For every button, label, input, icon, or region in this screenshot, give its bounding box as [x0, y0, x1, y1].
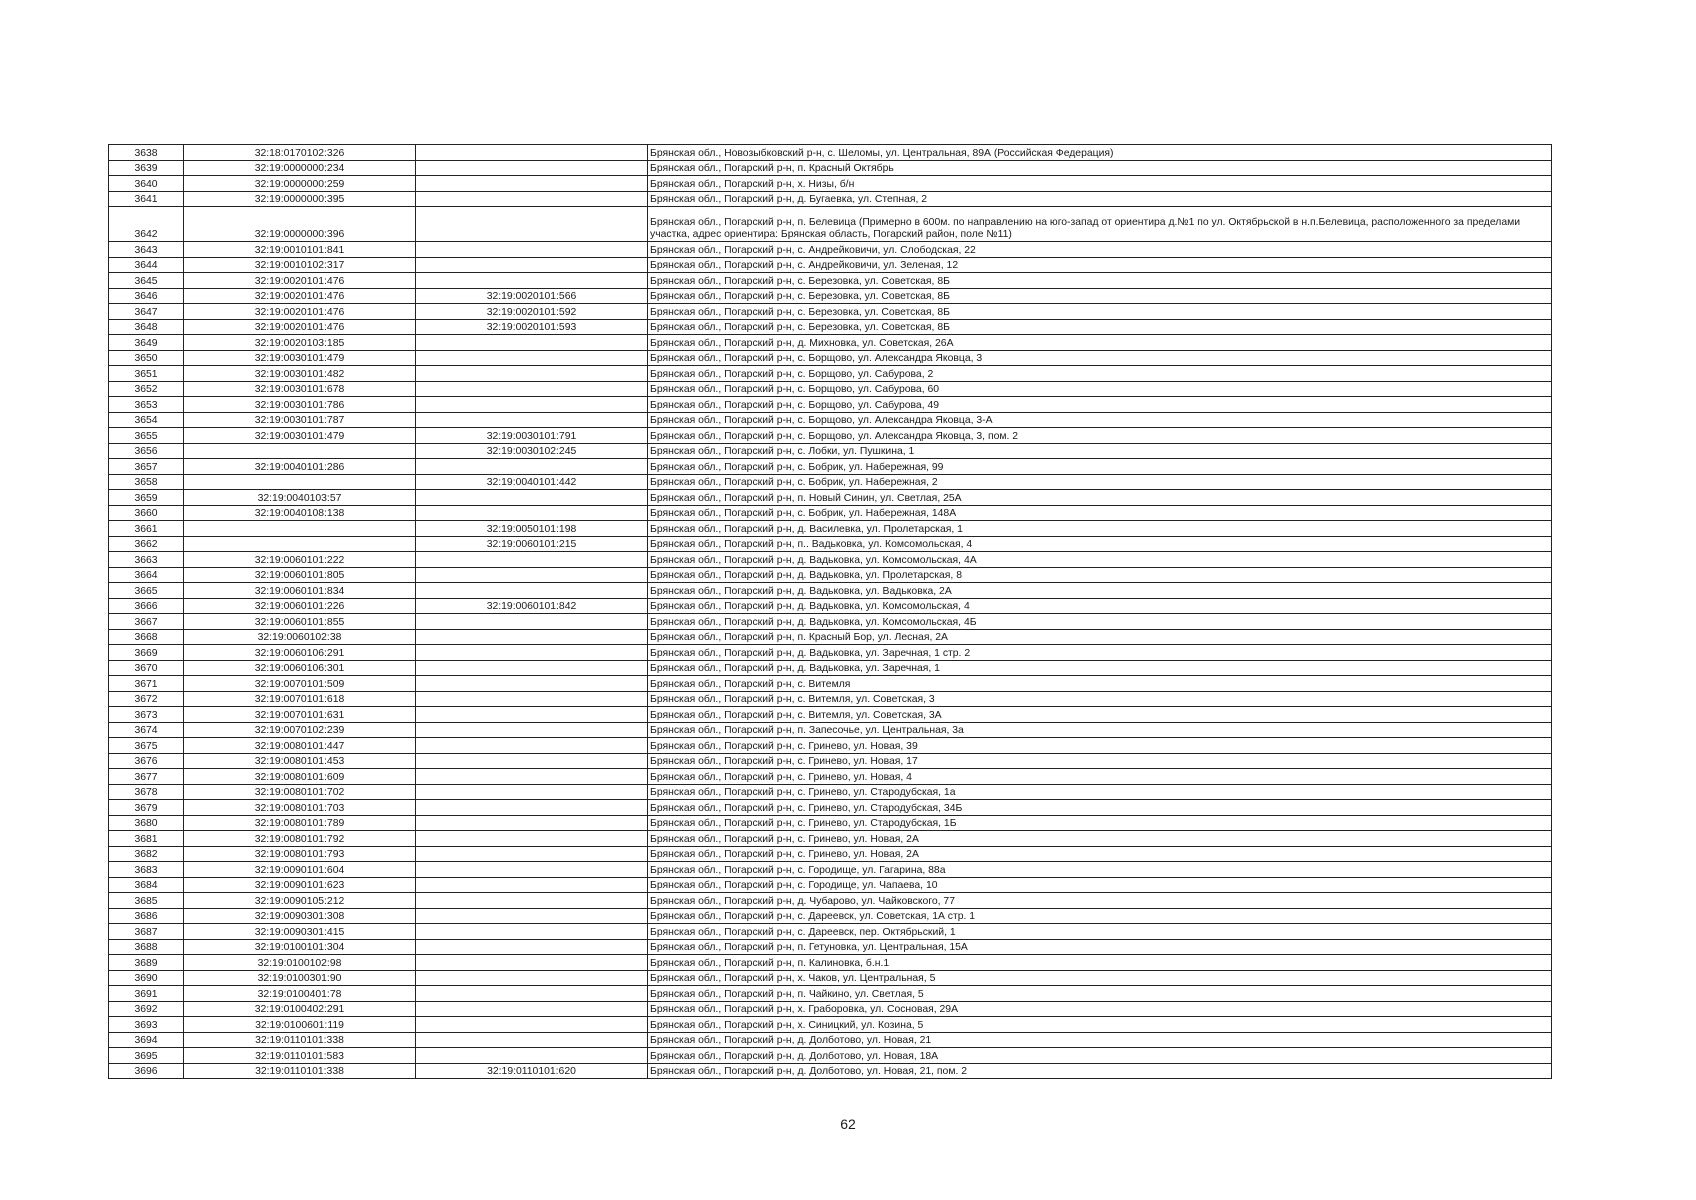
table-row [109, 567, 1552, 583]
page-number: 62 [840, 1116, 856, 1132]
row-number-cell: 3669 [109, 645, 184, 661]
table-row [109, 939, 1552, 955]
row-number-cell: 3680 [109, 815, 184, 831]
row-number-cell: 3667 [109, 614, 184, 630]
row-number-cell: 3656 [109, 443, 184, 459]
address-cell: Брянская обл., Погарский р-н, д. Василевка, ул. Пролетарская, 1 [648, 521, 1552, 537]
premises-cadastral-number-cell [416, 986, 648, 1002]
cadastral-number-cell: 32:19:0070101:618 [184, 691, 416, 707]
premises-cadastral-number-cell [416, 614, 648, 630]
cadastral-number-cell: 32:19:0100401:78 [184, 986, 416, 1002]
premises-cadastral-number-cell [416, 846, 648, 862]
premises-cadastral-number-cell [416, 350, 648, 366]
table-row [109, 552, 1552, 568]
row-number-cell: 3639 [109, 160, 184, 176]
cadastral-number-cell: 32:19:0020101:476 [184, 319, 416, 335]
table-row [109, 521, 1552, 537]
cadastral-number-cell: 32:19:0010101:841 [184, 242, 416, 258]
cadastral-number-cell: 32:19:0010102:317 [184, 257, 416, 273]
address-cell: Брянская обл., Погарский р-н, п. Гетуновка, ул. Центральная, 15А [648, 939, 1552, 955]
table-row [109, 428, 1552, 444]
cadastral-number-cell: 32:19:0030101:678 [184, 381, 416, 397]
premises-cadastral-number-cell [416, 831, 648, 847]
table-row [109, 288, 1552, 304]
premises-cadastral-number-cell [416, 207, 648, 242]
address-cell: Брянская обл., Погарский р-н, д. Вадьковка, ул. Комсомольская, 4А [648, 552, 1552, 568]
row-number-cell: 3638 [109, 145, 184, 161]
address-cell: Брянская обл., Погарский р-н, с. Андрейковичи, ул. Слободская, 22 [648, 242, 1552, 258]
row-number-cell: 3643 [109, 242, 184, 258]
row-number-cell: 3675 [109, 738, 184, 754]
address-cell: Брянская обл., Погарский р-н, с. Борщово, ул. Сабурова, 2 [648, 366, 1552, 382]
address-cell: Брянская обл., Погарский р-н, п. Белевица (Примерно в 600м. по направлению на юго-запад от ориентира д.№1 по ул. Октябрьской в н.п.Белевица, расположенного за пределами участка, адрес ориентира: Брянская область, Погарский район, поле №11) [648, 207, 1552, 242]
cadastral-number-cell: 32:19:0100301:90 [184, 970, 416, 986]
table-row [109, 955, 1552, 971]
address-cell: Брянская обл., Погарский р-н, с. Гринево, ул. Новая, 2А [648, 831, 1552, 847]
cadastral-number-cell: 32:19:0080101:789 [184, 815, 416, 831]
table-row [109, 443, 1552, 459]
premises-cadastral-number-cell [416, 629, 648, 645]
table-row [109, 800, 1552, 816]
table-row [109, 505, 1552, 521]
address-cell: Брянская обл., Погарский р-н, п. Запесочье, ул. Центральная, 3а [648, 722, 1552, 738]
table-row [109, 753, 1552, 769]
address-cell: Брянская обл., Погарский р-н, с. Лобки, ул. Пушкина, 1 [648, 443, 1552, 459]
address-cell: Брянская обл., Погарский р-н, с. Березовка, ул. Советская, 8Б [648, 288, 1552, 304]
premises-cadastral-number-cell [416, 908, 648, 924]
row-number-cell: 3648 [109, 319, 184, 335]
cadastral-number-cell: 32:19:0020101:476 [184, 288, 416, 304]
cadastral-number-cell: 32:19:0110101:583 [184, 1048, 416, 1064]
row-number-cell: 3694 [109, 1032, 184, 1048]
table-row [109, 490, 1552, 506]
cadastral-number-cell: 32:19:0040108:138 [184, 505, 416, 521]
row-number-cell: 3658 [109, 474, 184, 490]
row-number-cell: 3686 [109, 908, 184, 924]
premises-cadastral-number-cell: 32:19:0060101:842 [416, 598, 648, 614]
premises-cadastral-number-cell [416, 1032, 648, 1048]
address-cell: Брянская обл., Погарский р-н, х. Низы, б/н [648, 176, 1552, 192]
table-row [109, 815, 1552, 831]
address-cell: Брянская обл., Погарский р-н, д. Чубарово, ул. Чайковского, 77 [648, 893, 1552, 909]
row-number-cell: 3646 [109, 288, 184, 304]
row-number-cell: 3642 [109, 207, 184, 242]
row-number-cell: 3685 [109, 893, 184, 909]
row-number-cell: 3670 [109, 660, 184, 676]
row-number-cell: 3664 [109, 567, 184, 583]
premises-cadastral-number-cell [416, 257, 648, 273]
premises-cadastral-number-cell: 32:19:0030101:791 [416, 428, 648, 444]
row-number-cell: 3696 [109, 1063, 184, 1079]
row-number-cell: 3676 [109, 753, 184, 769]
premises-cadastral-number-cell [416, 676, 648, 692]
premises-cadastral-number-cell: 32:19:0050101:198 [416, 521, 648, 537]
row-number-cell: 3678 [109, 784, 184, 800]
address-cell: Брянская обл., Погарский р-н, с. Дареевск, пер. Октябрьский, 1 [648, 924, 1552, 940]
premises-cadastral-number-cell [416, 955, 648, 971]
premises-cadastral-number-cell: 32:19:0030102:245 [416, 443, 648, 459]
row-number-cell: 3677 [109, 769, 184, 785]
table-row [109, 598, 1552, 614]
table-row [109, 908, 1552, 924]
row-number-cell: 3681 [109, 831, 184, 847]
cadastral-number-cell [184, 474, 416, 490]
row-number-cell: 3684 [109, 877, 184, 893]
cadastral-number-cell: 32:19:0020101:476 [184, 304, 416, 320]
cadastral-number-cell: 32:19:0090105:212 [184, 893, 416, 909]
row-number-cell: 3668 [109, 629, 184, 645]
cadastral-number-cell: 32:19:0070101:509 [184, 676, 416, 692]
premises-cadastral-number-cell: 32:19:0110101:620 [416, 1063, 648, 1079]
registry-sheet [108, 144, 1552, 1079]
address-cell: Брянская обл., Погарский р-н, д. Вадьковка, ул. Заречная, 1 [648, 660, 1552, 676]
address-cell: Брянская обл., Погарский р-н, с. Гринево, ул. Новая, 2А [648, 846, 1552, 862]
premises-cadastral-number-cell [416, 552, 648, 568]
address-cell: Брянская обл., Погарский р-н, с. Березовка, ул. Советская, 8Б [648, 304, 1552, 320]
address-cell: Брянская обл., Погарский р-н, с. Бобрик, ул. Набережная, 99 [648, 459, 1552, 475]
address-cell: Брянская обл., Погарский р-н, с. Андрейковичи, ул. Зеленая, 12 [648, 257, 1552, 273]
row-number-cell: 3671 [109, 676, 184, 692]
premises-cadastral-number-cell [416, 893, 648, 909]
table-row [109, 1048, 1552, 1064]
premises-cadastral-number-cell [416, 397, 648, 413]
premises-cadastral-number-cell [416, 939, 648, 955]
cadastral-number-cell: 32:19:0110101:338 [184, 1063, 416, 1079]
cadastral-number-cell [184, 536, 416, 552]
premises-cadastral-number-cell [416, 242, 648, 258]
address-cell: Брянская обл., Погарский р-н, с. Бобрик, ул. Набережная, 148А [648, 505, 1552, 521]
row-number-cell: 3688 [109, 939, 184, 955]
cadastral-number-cell: 32:19:0000000:396 [184, 207, 416, 242]
table-row [109, 397, 1552, 413]
table-row [109, 1032, 1552, 1048]
cadastral-number-cell: 32:19:0060101:855 [184, 614, 416, 630]
cadastral-number-cell: 32:19:0030101:482 [184, 366, 416, 382]
table-row [109, 660, 1552, 676]
table-row [109, 970, 1552, 986]
cadastral-number-cell: 32:19:0100601:119 [184, 1017, 416, 1033]
table-row [109, 924, 1552, 940]
table-row [109, 831, 1552, 847]
row-number-cell: 3641 [109, 191, 184, 207]
address-cell: Брянская обл., Погарский р-н, с. Дареевск, ул. Советская, 1А стр. 1 [648, 908, 1552, 924]
cadastral-number-cell: 32:19:0000000:259 [184, 176, 416, 192]
row-number-cell: 3661 [109, 521, 184, 537]
table-row [109, 846, 1552, 862]
address-cell: Брянская обл., Погарский р-н, с. Борщово, ул. Александра Яковца, 3 [648, 350, 1552, 366]
premises-cadastral-number-cell [416, 366, 648, 382]
row-number-cell: 3650 [109, 350, 184, 366]
cadastral-number-cell: 32:19:0020103:185 [184, 335, 416, 351]
table-row [109, 986, 1552, 1002]
table-row [109, 304, 1552, 320]
table-row [109, 1063, 1552, 1079]
premises-cadastral-number-cell [416, 335, 648, 351]
cadastral-number-cell: 32:19:0060102:38 [184, 629, 416, 645]
address-cell: Брянская обл., Погарский р-н, п. Новый Синин, ул. Светлая, 25А [648, 490, 1552, 506]
premises-cadastral-number-cell [416, 273, 648, 289]
row-number-cell: 3690 [109, 970, 184, 986]
cadastral-number-cell [184, 443, 416, 459]
registry-table [108, 144, 1552, 1079]
address-cell: Брянская обл., Погарский р-н, с. Городище, ул. Гагарина, 88а [648, 862, 1552, 878]
address-cell: Брянская обл., Погарский р-н, д. Долботово, ул. Новая, 21, пом. 2 [648, 1063, 1552, 1079]
cadastral-number-cell: 32:19:0100402:291 [184, 1001, 416, 1017]
cadastral-number-cell: 32:19:0000000:395 [184, 191, 416, 207]
premises-cadastral-number-cell [416, 191, 648, 207]
table-row [109, 191, 1552, 207]
premises-cadastral-number-cell [416, 1017, 648, 1033]
cadastral-number-cell: 32:19:0060106:301 [184, 660, 416, 676]
address-cell: Брянская обл., Погарский р-н, с. Городище, ул. Чапаева, 10 [648, 877, 1552, 893]
registry-table-body [109, 145, 1552, 1079]
address-cell: Брянская обл., Погарский р-н, п. Красный Октябрь [648, 160, 1552, 176]
row-number-cell: 3672 [109, 691, 184, 707]
premises-cadastral-number-cell [416, 1048, 648, 1064]
address-cell: Брянская обл., Погарский р-н, с. Березовка, ул. Советская, 8Б [648, 319, 1552, 335]
row-number-cell: 3691 [109, 986, 184, 1002]
premises-cadastral-number-cell: 32:19:0020101:566 [416, 288, 648, 304]
cadastral-number-cell: 32:19:0090101:604 [184, 862, 416, 878]
address-cell: Брянская обл., Погарский р-н, с. Березовка, ул. Советская, 8Б [648, 273, 1552, 289]
premises-cadastral-number-cell [416, 1001, 648, 1017]
address-cell: Брянская обл., Погарский р-н, с. Витемля, ул. Советская, 3А [648, 707, 1552, 723]
row-number-cell: 3653 [109, 397, 184, 413]
address-cell: Брянская обл., Погарский р-н, д. Вадьковка, ул. Комсомольская, 4 [648, 598, 1552, 614]
cadastral-number-cell: 32:19:0040101:286 [184, 459, 416, 475]
premises-cadastral-number-cell [416, 660, 648, 676]
row-number-cell: 3644 [109, 257, 184, 273]
address-cell: Брянская обл., Погарский р-н, п.. Вадьковка, ул. Комсомольская, 4 [648, 536, 1552, 552]
cadastral-number-cell: 32:19:0090301:308 [184, 908, 416, 924]
premises-cadastral-number-cell [416, 862, 648, 878]
premises-cadastral-number-cell: 32:19:0020101:592 [416, 304, 648, 320]
row-number-cell: 3666 [109, 598, 184, 614]
premises-cadastral-number-cell [416, 412, 648, 428]
table-row [109, 350, 1552, 366]
row-number-cell: 3693 [109, 1017, 184, 1033]
row-number-cell: 3665 [109, 583, 184, 599]
row-number-cell: 3682 [109, 846, 184, 862]
premises-cadastral-number-cell [416, 722, 648, 738]
address-cell: Брянская обл., Погарский р-н, с. Гринево, ул. Стародубская, 1а [648, 784, 1552, 800]
table-row [109, 459, 1552, 475]
row-number-cell: 3662 [109, 536, 184, 552]
table-row [109, 784, 1552, 800]
cadastral-number-cell: 32:19:0020101:476 [184, 273, 416, 289]
row-number-cell: 3652 [109, 381, 184, 397]
table-row [109, 273, 1552, 289]
premises-cadastral-number-cell [416, 691, 648, 707]
row-number-cell: 3673 [109, 707, 184, 723]
premises-cadastral-number-cell [416, 583, 648, 599]
address-cell: Брянская обл., Погарский р-н, д. Долботово, ул. Новая, 18А [648, 1048, 1552, 1064]
cadastral-number-cell: 32:19:0080101:793 [184, 846, 416, 862]
table-row [109, 319, 1552, 335]
cadastral-number-cell: 32:19:0060101:834 [184, 583, 416, 599]
table-row [109, 335, 1552, 351]
table-row [109, 207, 1552, 242]
table-row [109, 145, 1552, 161]
cadastral-number-cell: 32:19:0100101:304 [184, 939, 416, 955]
cadastral-number-cell: 32:19:0080101:453 [184, 753, 416, 769]
row-number-cell: 3654 [109, 412, 184, 428]
premises-cadastral-number-cell [416, 970, 648, 986]
premises-cadastral-number-cell [416, 381, 648, 397]
cadastral-number-cell: 32:19:0060106:291 [184, 645, 416, 661]
cadastral-number-cell: 32:19:0060101:226 [184, 598, 416, 614]
address-cell: Брянская обл., Погарский р-н, с. Борщово, ул. Сабурова, 49 [648, 397, 1552, 413]
premises-cadastral-number-cell [416, 459, 648, 475]
cadastral-number-cell [184, 521, 416, 537]
cadastral-number-cell: 32:19:0040103:57 [184, 490, 416, 506]
table-row [109, 707, 1552, 723]
table-row [109, 257, 1552, 273]
row-number-cell: 3683 [109, 862, 184, 878]
row-number-cell: 3645 [109, 273, 184, 289]
cadastral-number-cell: 32:19:0030101:787 [184, 412, 416, 428]
premises-cadastral-number-cell [416, 160, 648, 176]
address-cell: Брянская обл., Погарский р-н, с. Борщово, ул. Сабурова, 60 [648, 381, 1552, 397]
table-row [109, 536, 1552, 552]
cadastral-number-cell: 32:19:0080101:702 [184, 784, 416, 800]
cadastral-number-cell: 32:19:0060101:222 [184, 552, 416, 568]
table-row [109, 676, 1552, 692]
address-cell: Брянская обл., Погарский р-н, с. Борщово, ул. Александра Яковца, 3-А [648, 412, 1552, 428]
address-cell: Брянская обл., Погарский р-н, с. Гринево, ул. Стародубская, 1Б [648, 815, 1552, 831]
premises-cadastral-number-cell [416, 769, 648, 785]
row-number-cell: 3647 [109, 304, 184, 320]
address-cell: Брянская обл., Новозыбковский р-н, с. Шеломы, ул. Центральная, 89А (Российская Федерация) [648, 145, 1552, 161]
address-cell: Брянская обл., Погарский р-н, с. Витемля, ул. Советская, 3 [648, 691, 1552, 707]
cadastral-number-cell: 32:19:0090101:623 [184, 877, 416, 893]
row-number-cell: 3692 [109, 1001, 184, 1017]
cadastral-number-cell: 32:19:0100102:98 [184, 955, 416, 971]
premises-cadastral-number-cell [416, 877, 648, 893]
address-cell: Брянская обл., Погарский р-н, д. Вадьковка, ул. Вадьковка, 2А [648, 583, 1552, 599]
row-number-cell: 3649 [109, 335, 184, 351]
table-row [109, 738, 1552, 754]
premises-cadastral-number-cell [416, 490, 648, 506]
row-number-cell: 3660 [109, 505, 184, 521]
cadastral-number-cell: 32:19:0080101:609 [184, 769, 416, 785]
address-cell: Брянская обл., Погарский р-н, х. Граборовка, ул. Сосновая, 29А [648, 1001, 1552, 1017]
row-number-cell: 3695 [109, 1048, 184, 1064]
table-row [109, 862, 1552, 878]
row-number-cell: 3679 [109, 800, 184, 816]
table-row [109, 893, 1552, 909]
table-row [109, 629, 1552, 645]
cadastral-number-cell: 32:19:0060101:805 [184, 567, 416, 583]
cadastral-number-cell: 32:19:0070102:239 [184, 722, 416, 738]
premises-cadastral-number-cell: 32:19:0020101:593 [416, 319, 648, 335]
address-cell: Брянская обл., Погарский р-н, д. Вадьковка, ул. Пролетарская, 8 [648, 567, 1552, 583]
row-number-cell: 3651 [109, 366, 184, 382]
table-row [109, 474, 1552, 490]
row-number-cell: 3659 [109, 490, 184, 506]
premises-cadastral-number-cell [416, 753, 648, 769]
cadastral-number-cell: 32:19:0030101:479 [184, 350, 416, 366]
premises-cadastral-number-cell [416, 707, 648, 723]
cadastral-number-cell: 32:19:0080101:703 [184, 800, 416, 816]
row-number-cell: 3655 [109, 428, 184, 444]
table-row [109, 877, 1552, 893]
address-cell: Брянская обл., Погарский р-н, п. Калиновка, б.н.1 [648, 955, 1552, 971]
table-row [109, 1017, 1552, 1033]
row-number-cell: 3657 [109, 459, 184, 475]
address-cell: Брянская обл., Погарский р-н, д. Долботово, ул. Новая, 21 [648, 1032, 1552, 1048]
cadastral-number-cell: 32:19:0030101:479 [184, 428, 416, 444]
premises-cadastral-number-cell [416, 738, 648, 754]
premises-cadastral-number-cell [416, 567, 648, 583]
address-cell: Брянская обл., Погарский р-н, х. Синицкий, ул. Козина, 5 [648, 1017, 1552, 1033]
address-cell: Брянская обл., Погарский р-н, д. Михновка, ул. Советская, 26А [648, 335, 1552, 351]
address-cell: Брянская обл., Погарский р-н, с. Гринево, ул. Стародубская, 34Б [648, 800, 1552, 816]
address-cell: Брянская обл., Погарский р-н, с. Гринево, ул. Новая, 17 [648, 753, 1552, 769]
cadastral-number-cell: 32:18:0170102:326 [184, 145, 416, 161]
table-row [109, 583, 1552, 599]
row-number-cell: 3687 [109, 924, 184, 940]
table-row [109, 614, 1552, 630]
table-row [109, 412, 1552, 428]
address-cell: Брянская обл., Погарский р-н, п. Красный Бор, ул. Лесная, 2А [648, 629, 1552, 645]
row-number-cell: 3674 [109, 722, 184, 738]
premises-cadastral-number-cell [416, 505, 648, 521]
cadastral-number-cell: 32:19:0090301:415 [184, 924, 416, 940]
row-number-cell: 3640 [109, 176, 184, 192]
cadastral-number-cell: 32:19:0080101:447 [184, 738, 416, 754]
table-row [109, 1001, 1552, 1017]
table-row [109, 242, 1552, 258]
address-cell: Брянская обл., Погарский р-н, с. Витемля [648, 676, 1552, 692]
row-number-cell: 3689 [109, 955, 184, 971]
table-row [109, 722, 1552, 738]
cadastral-number-cell: 32:19:0080101:792 [184, 831, 416, 847]
premises-cadastral-number-cell [416, 815, 648, 831]
premises-cadastral-number-cell: 32:19:0060101:215 [416, 536, 648, 552]
address-cell: Брянская обл., Погарский р-н, п. Чайкино, ул. Светлая, 5 [648, 986, 1552, 1002]
cadastral-number-cell: 32:19:0030101:786 [184, 397, 416, 413]
premises-cadastral-number-cell [416, 176, 648, 192]
address-cell: Брянская обл., Погарский р-н, с. Борщово, ул. Александра Яковца, 3, пом. 2 [648, 428, 1552, 444]
premises-cadastral-number-cell [416, 645, 648, 661]
address-cell: Брянская обл., Погарский р-н, с. Гринево, ул. Новая, 39 [648, 738, 1552, 754]
premises-cadastral-number-cell [416, 145, 648, 161]
table-row [109, 381, 1552, 397]
address-cell: Брянская обл., Погарский р-н, с. Гринево, ул. Новая, 4 [648, 769, 1552, 785]
premises-cadastral-number-cell [416, 800, 648, 816]
premises-cadastral-number-cell [416, 924, 648, 940]
cadastral-number-cell: 32:19:0110101:338 [184, 1032, 416, 1048]
address-cell: Брянская обл., Погарский р-н, х. Чаков, ул. Центральная, 5 [648, 970, 1552, 986]
address-cell: Брянская обл., Погарский р-н, д. Вадьковка, ул. Комсомольская, 4Б [648, 614, 1552, 630]
table-row [109, 160, 1552, 176]
table-row [109, 645, 1552, 661]
table-row [109, 769, 1552, 785]
table-row [109, 366, 1552, 382]
address-cell: Брянская обл., Погарский р-н, д. Вадьковка, ул. Заречная, 1 стр. 2 [648, 645, 1552, 661]
table-row [109, 176, 1552, 192]
premises-cadastral-number-cell: 32:19:0040101:442 [416, 474, 648, 490]
address-cell: Брянская обл., Погарский р-н, д. Бугаевка, ул. Степная, 2 [648, 191, 1552, 207]
address-cell: Брянская обл., Погарский р-н, с. Бобрик, ул. Набережная, 2 [648, 474, 1552, 490]
table-row [109, 691, 1552, 707]
cadastral-number-cell: 32:19:0070101:631 [184, 707, 416, 723]
premises-cadastral-number-cell [416, 784, 648, 800]
row-number-cell: 3663 [109, 552, 184, 568]
cadastral-number-cell: 32:19:0000000:234 [184, 160, 416, 176]
